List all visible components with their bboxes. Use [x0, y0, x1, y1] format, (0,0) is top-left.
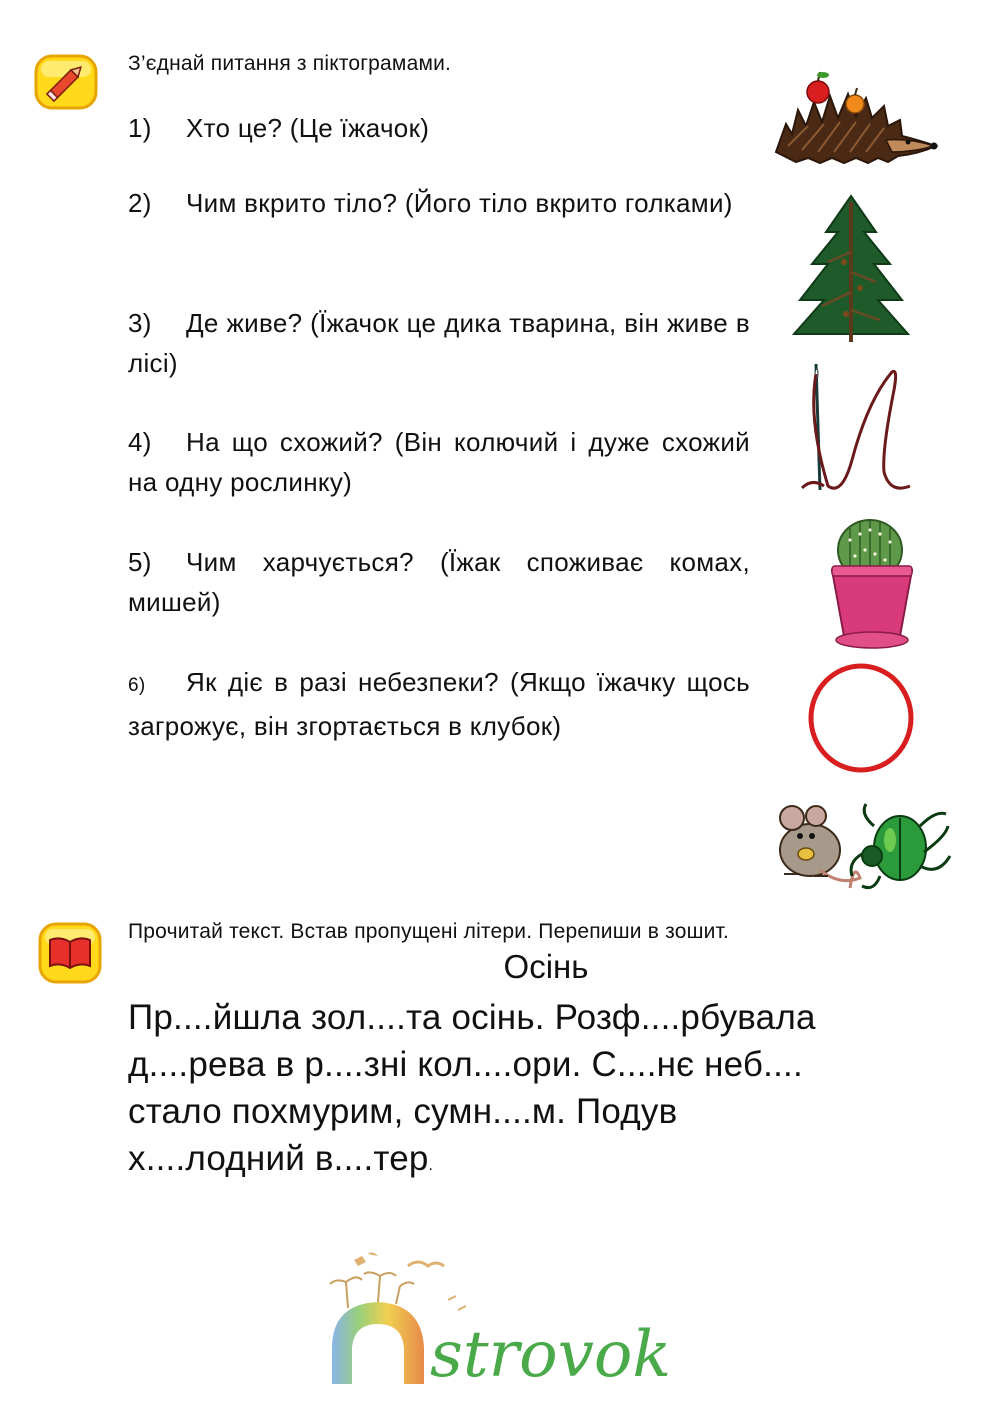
cactus-icon[interactable]: [830, 516, 914, 652]
task1-instruction: З’єднай питання з піктограмами.: [128, 52, 452, 75]
question-1[interactable]: [128, 108, 750, 148]
story-line: х....лодний в....тер: [128, 1139, 429, 1178]
story-text: [128, 994, 928, 1189]
question-text: Чим вкрито тіло? (Його тіло вкрито голками): [186, 188, 733, 218]
question-number: 5): [128, 547, 152, 577]
ostrovok-logo: [318, 1252, 758, 1392]
question-4[interactable]: [128, 422, 750, 502]
task2-instruction: Прочитай текст. Встав пропущені літери. Перепиши в зошит.: [128, 920, 730, 943]
question-3[interactable]: [128, 303, 750, 383]
question-text: Де живе? (Їжачок це дика тварина, він живе в лісі): [128, 308, 750, 378]
logo-text: strovok: [430, 1318, 672, 1392]
question-text: На що схожий? (Він колючий і дуже схожий на одну рослинку): [128, 427, 750, 497]
question-number: 3): [128, 308, 152, 338]
question-6[interactable]: [128, 662, 750, 746]
hedgehog-icon[interactable]: [768, 66, 942, 166]
question-number: 4): [128, 427, 152, 457]
text-title-wrap: [0, 948, 1000, 986]
question-text: Як діє в разі небезпеки? (Якщо їжачку щось загрожує, він згортається в клубок): [128, 667, 750, 741]
question-number: 6): [128, 675, 146, 696]
pencil-badge-icon: [32, 52, 100, 112]
mouse-beetle-icon[interactable]: [770, 796, 954, 894]
text-title: Осінь: [503, 948, 589, 985]
question-text: Хто це? (Це їжачок): [186, 113, 430, 143]
question-number: 1): [128, 113, 152, 143]
red-circle-icon[interactable]: [806, 662, 916, 774]
story-line-last: [128, 1135, 928, 1189]
story-line: д....рева в р....зні кол....ори. С....нє неб....: [128, 1045, 803, 1084]
story-line: Пр....йшла зол....та осінь. Розф....рбувала: [128, 998, 816, 1037]
question-text: Чим харчується? (Їжак споживає комах, мишей): [128, 547, 750, 617]
question-number: 2): [128, 188, 152, 218]
needle-thread-icon[interactable]: [798, 360, 918, 496]
question-2[interactable]: [128, 183, 750, 223]
question-5[interactable]: [128, 542, 750, 622]
fir-tree-icon[interactable]: [788, 192, 914, 350]
story-line: стало похмурим, сумн....м. Подув: [128, 1092, 678, 1131]
story-end-mark: .: [428, 1157, 434, 1174]
